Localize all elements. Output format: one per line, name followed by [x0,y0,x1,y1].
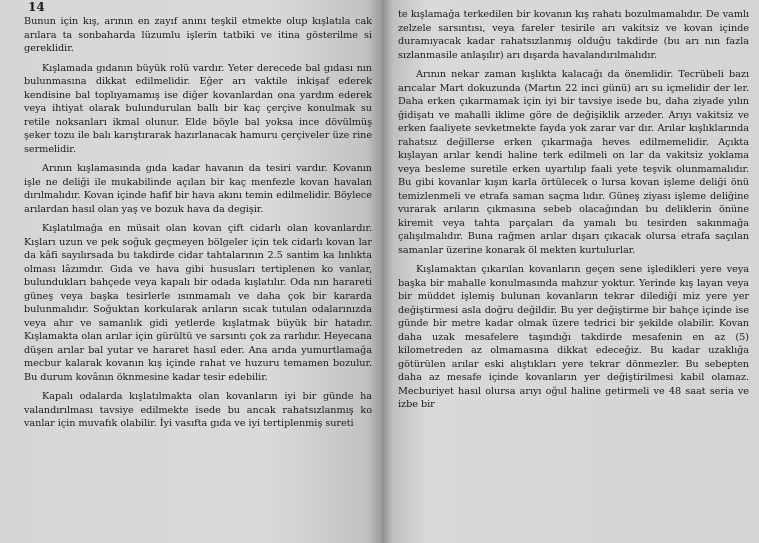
right-page [382,0,759,543]
paragraph: Kapalı odalarda kışlatılmakta olan kovanların iyi bir günde ha valandırılması tavsiye edilmekte isede bu ancak rahatsızlanmış ko vanlar için muvafık olabilir. İyi vasıfta gıda ve iyi tertiplenmiş sureti [24,391,372,429]
paragraph: Arının nekar zaman kışlıkta kalacağı da önemlidir. Tecrübeli bazı arıcalar Mart dokuzunda (Martın 22 inci günü) arı su içmelidir der ler. Daha erken çıkarmamak için iyi bir tavsiye isede bu, daha ziyade yılın ğidişatı ve mahalli iklime göre de değişiklik arzeder. Arıyı vakitsiz ve erken faaliyete sevketmekte fayda yok zarar var dır. Arılar kışlıklarında rahatsız değillerse erken çıkarmağa heves edilmemelidir. Açıkta kışlayan arılar kendi haline terk edilmeli on lar da vakitsiz yoklama veya besleme suretile erken uyartılıp faali yete teşvik olunmamalıdır. Bu gibi kovanlar kışın karla örtülecek o lursa kovan işleme deliği önü temizlenmeli ve etrafa saman saçma lıdır. Güneş ziyası işleme deliğine vurarak arıların çıkmasına sebeb olacağından bu deliklerin önüne kiremit veya tahta parçaları da yamalı bu tesirden sakınmağa çalışılmalıdır. Buna rağmen arılar dışarı çıkacak olursa etrafa saçılan samanlar üzerine konarak öl mekten kurtulurlar. [398,69,749,256]
paragraph: Kışlamada gıdanın büyük rolü vardır. Yeter derecede bal gıdası nın bulunmasına dikkat edilmelidir. Eğer arı vaktile inkişaf ederek kendisine bal toplıyamamış ise diğer kovanlardan ona yardım ederek veya ihtiyat olarak bulundurulan ballı bir kaç çerçive konulmak su retile noksanları ikmal olunur. Elde böyle bal yoksa ince dövülmüş şeker tozu ile balı karıştırarak hazırlanacak hamuru çerçiveler üze rine sermelidir. [24,62,372,155]
page-number: 14 [28,0,45,14]
paragraph: Kışlatılmağa en müsait olan kovan çift cidarlı olan kovanlardır. Kışları uzun ve pek soğuk geçmeyen bölgeler için tek cidarlı kovan lar da kâfi sayılırsada bu takdirde cidar tahtalarının 2.5 santim ka lınlıkta olması lâzımdır. Gıda ve hava gibi hususları tertiplenen ko vanlar, bulundukları bahçede veya kapalı bir odada kışlatılır. Oda nın harareti güneş veya başka tesirlerle ısınmamalı ve daha çok bir kararda bulunmalıdır. Soğuktan korkularak arıların sıcak tutulan odalarınızda veya ahır ve samanlık gidi yetlerde kışlatmak büyük bir hatadır. Kışlamakta olan arılar için gürültü ve sarsıntı çok za rarlıdır. Heyecana düşen arılar bal yutar ve hararet hasıl eder. Ana arıda yumurtlamağa mecbur kalarak kovanın kış içinde rahat ve huzuru temamen bozulur. Bu durum kovânın öknmesine kadar tesir edebilir. [24,223,372,383]
paragraph: Arının kışlamasında gıda kadar havanın da tesiri vardır. Kovanın işle ne deliği ile mukabilinde açılan bir kaç menfezle kovan havalan dırılmalıdır. Kovan içinde hafif bir hava akını temin edilmelidir. Böylece arılardan hasıl olan yaş ve bozuk hava da degişir. [24,163,372,215]
paragraph: te kışlamağa terkedilen bir kovanın kış rahatı bozulmamalıdır. De vamlı zelzele sarsıntısı, veya fareler tesirile arı vakitsiz ve kovan içinde duramıyacak kadar rahatsızlanmış olduğu takdirde (bu arı nın fazla sızlanmasile anlaşılır) arı dışarda havalandırılmalıdır. [398,9,749,61]
paragraph: Kışlamaktan çıkarılan kovanların geçen sene işledikleri yere veya başka bir mahalle konulmasında mahzur yoktur. Yerinde kış layan veya bir müddet işlemiş bulunan kovanların tekrar dilediği miz yere yer değiştirmesi asla doğru değildir. Bu yer değiştirme bir bahçe içinde ise günde bir metre kadar olmak üzere tedrici bir şekilde olabilir. Kovan daha uzak mesafelere taşındığı takdirde mesafenin en az (5) kilometreden az olmamasına dikkat edeceğiz. Bu kadar uzaklığa götürülen arılar eski alıştıkları yere tekrar dönmezler. Bu sebepten daha az mesafe içinde kovanların yer değiştirilmesi kabil olamaz. Mecburiyet hasıl olursa arıyı oğul haline getirmeli ve 48 saat seria ve izbe bir [398,264,749,410]
paragraph: Bunun için kış, arının en zayıf anını teşkil etmekte olup kışlatıla cak arılara ta sonbaharda lüzumlu işlerin tatbiki ve itina gösterilme si gereklidir. [24,16,372,54]
